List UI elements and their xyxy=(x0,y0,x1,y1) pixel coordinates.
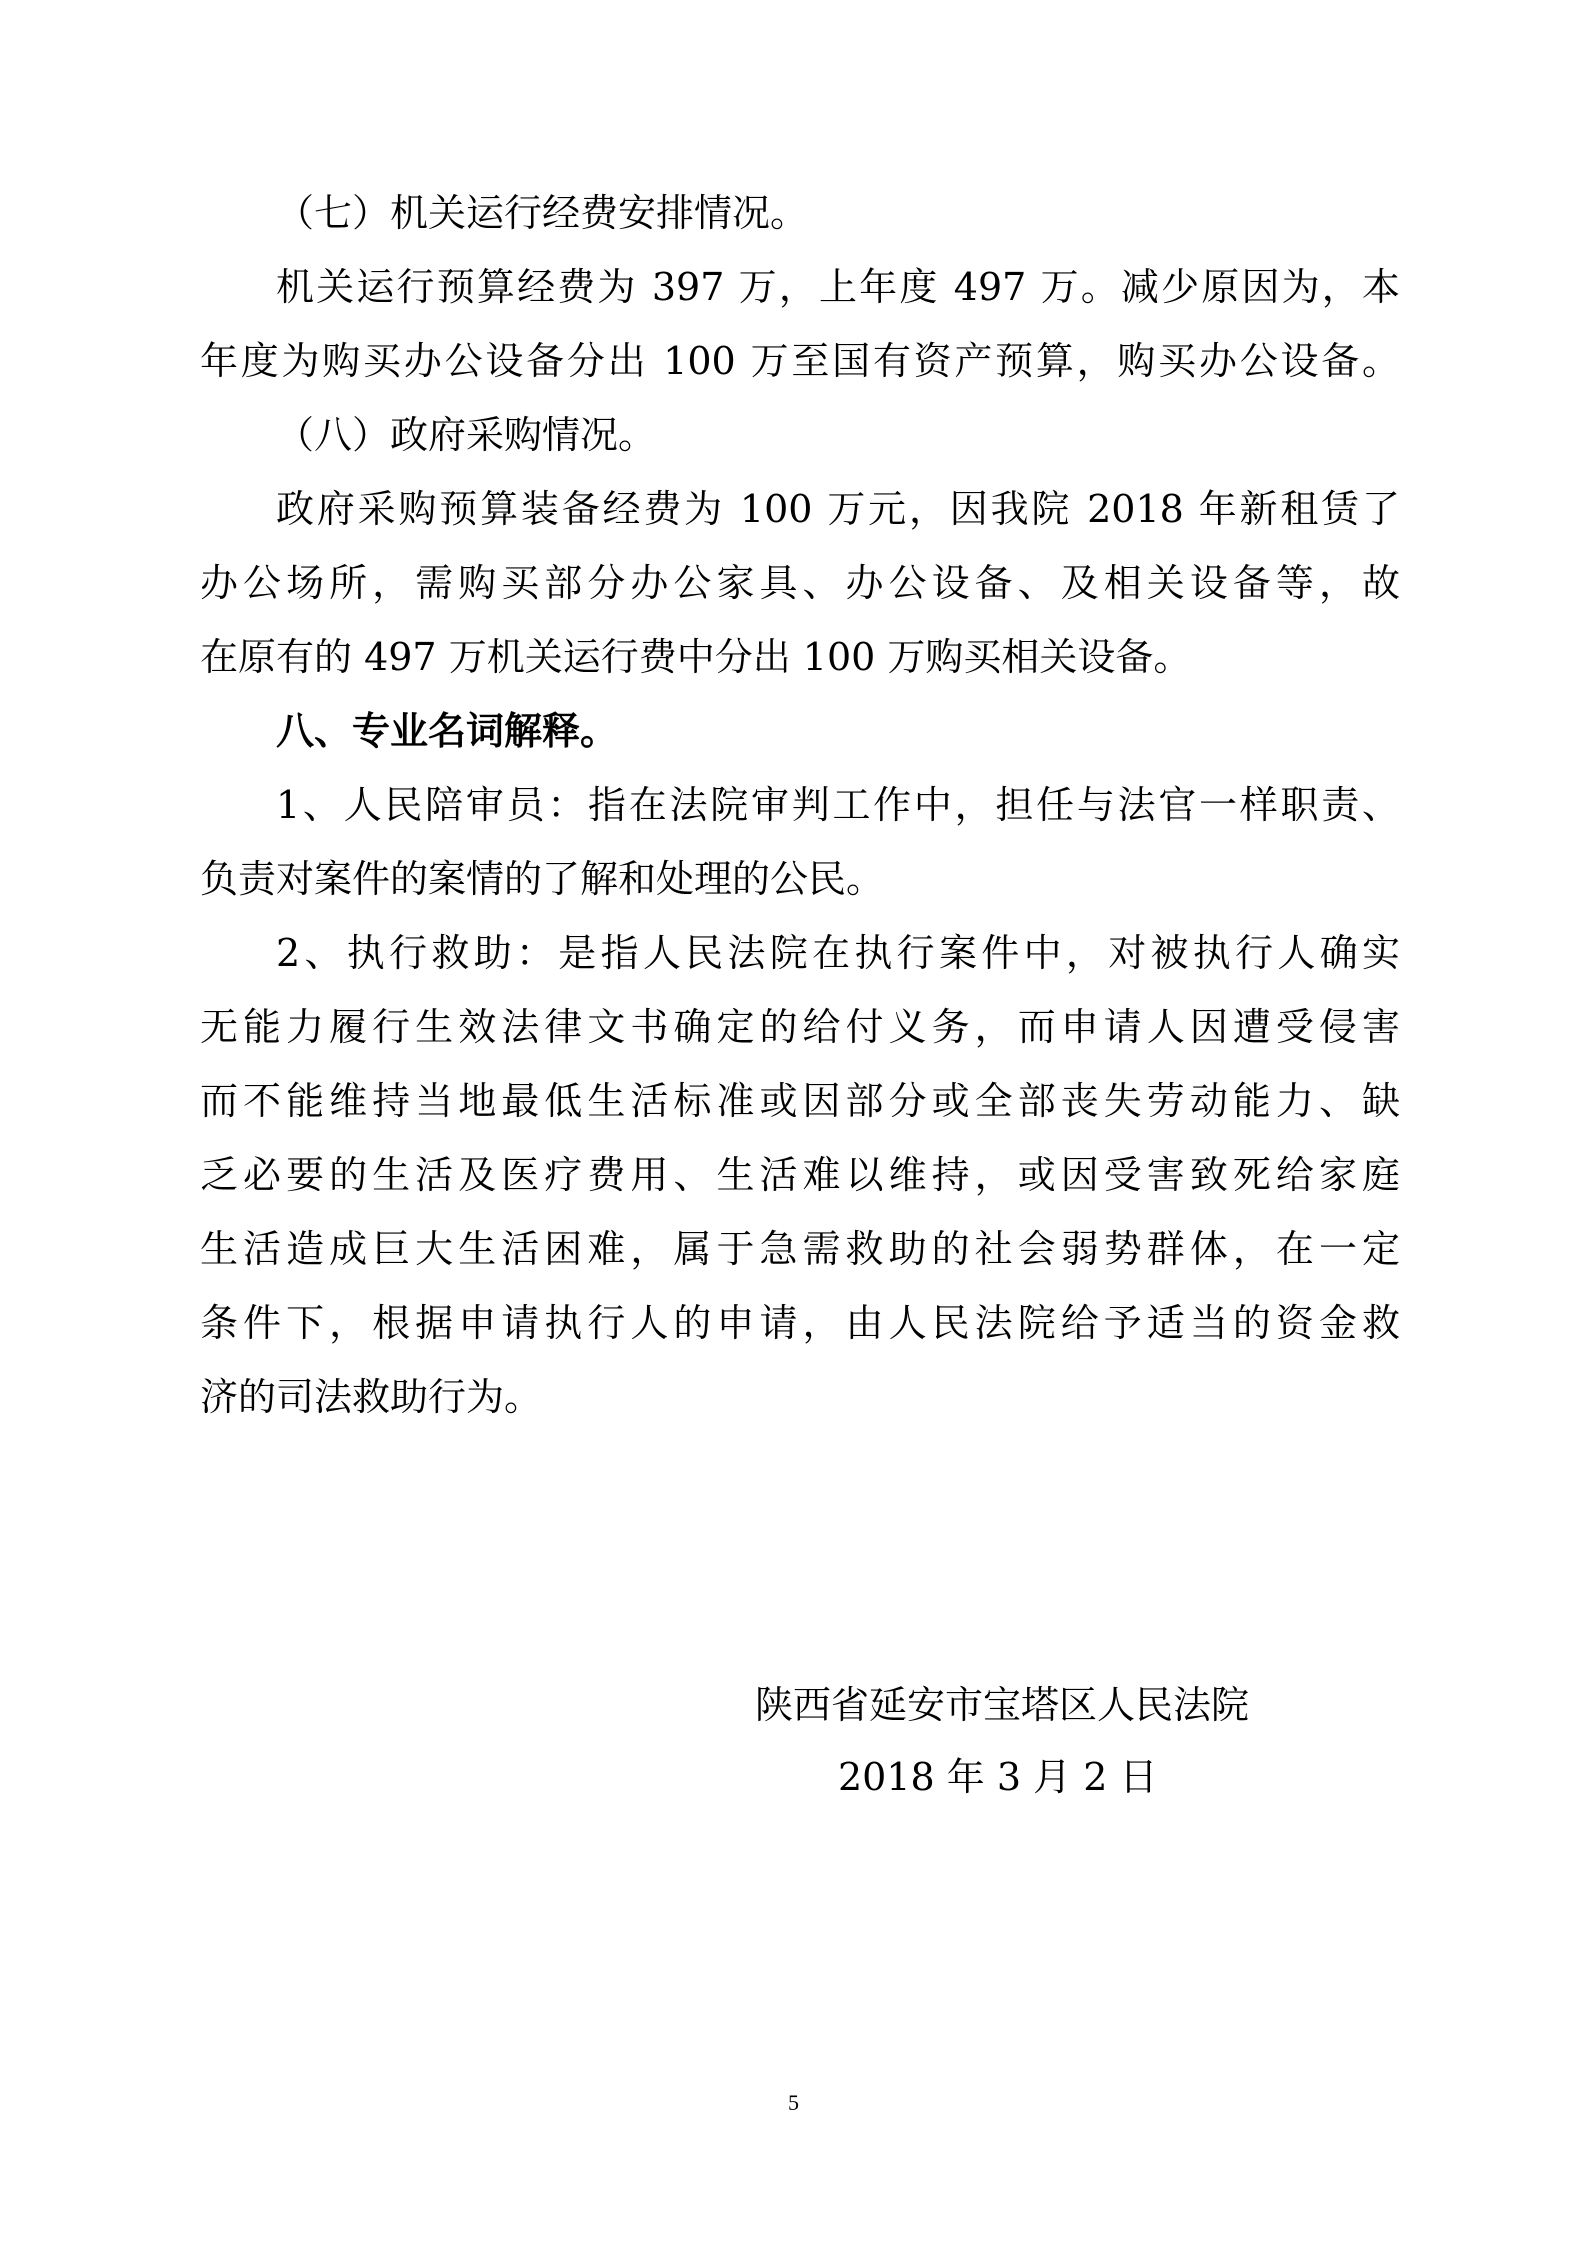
page-number: 5 xyxy=(788,2090,799,2115)
term2-line-7: 济的司法救助行为。 xyxy=(200,1375,543,1419)
section8-title: （八）政府采购情况。 xyxy=(276,413,657,457)
term1-line-1: 1、人民陪审员：指在法院审判工作中，担任与法官一样职责、 xyxy=(276,783,1400,827)
section8-line-2: 办公场所，需购买部分办公家具、办公设备、及相关设备等，故 xyxy=(200,561,1400,605)
term2-line-3: 而不能维持当地最低生活标准或因部分或全部丧失劳动能力、缺 xyxy=(200,1079,1400,1123)
section7-line-1: 机关运行预算经费为 397 万，上年度 497 万。减少原因为，本 xyxy=(276,265,1400,309)
term2-line-2: 无能力履行生效法律文书确定的给付义务，而申请人因遭受侵害 xyxy=(200,1005,1400,1049)
signature-date: 2018 年 3 月 2 日 xyxy=(838,1755,1158,1799)
section8-line-1: 政府采购预算装备经费为 100 万元，因我院 2018 年新租赁了 xyxy=(276,487,1400,531)
signature-organization: 陕西省延安市宝塔区人民法院 xyxy=(755,1683,1250,1727)
term2-line-6: 条件下，根据申请执行人的申请，由人民法院给予适当的资金救 xyxy=(200,1301,1400,1345)
section7-line-2: 年度为购买办公设备分出 100 万至国有资产预算，购买办公设备。 xyxy=(200,339,1400,383)
term2-line-5: 生活造成巨大生活困难，属于急需救助的社会弱势群体，在一定 xyxy=(200,1227,1400,1271)
section7-title: （七）机关运行经费安排情况。 xyxy=(276,191,809,235)
term2-line-1: 2、执行救助：是指人民法院在执行案件中，对被执行人确实 xyxy=(276,931,1400,975)
term2-line-4: 乏必要的生活及医疗费用、生活难以维持，或因受害致死给家庭 xyxy=(200,1153,1400,1197)
term1-line-2: 负责对案件的案情的了解和处理的公民。 xyxy=(200,857,885,901)
chapter8-title: 八、专业名词解释。 xyxy=(276,708,619,753)
section8-line-3: 在原有的 497 万机关运行费中分出 100 万购买相关设备。 xyxy=(200,635,1192,679)
